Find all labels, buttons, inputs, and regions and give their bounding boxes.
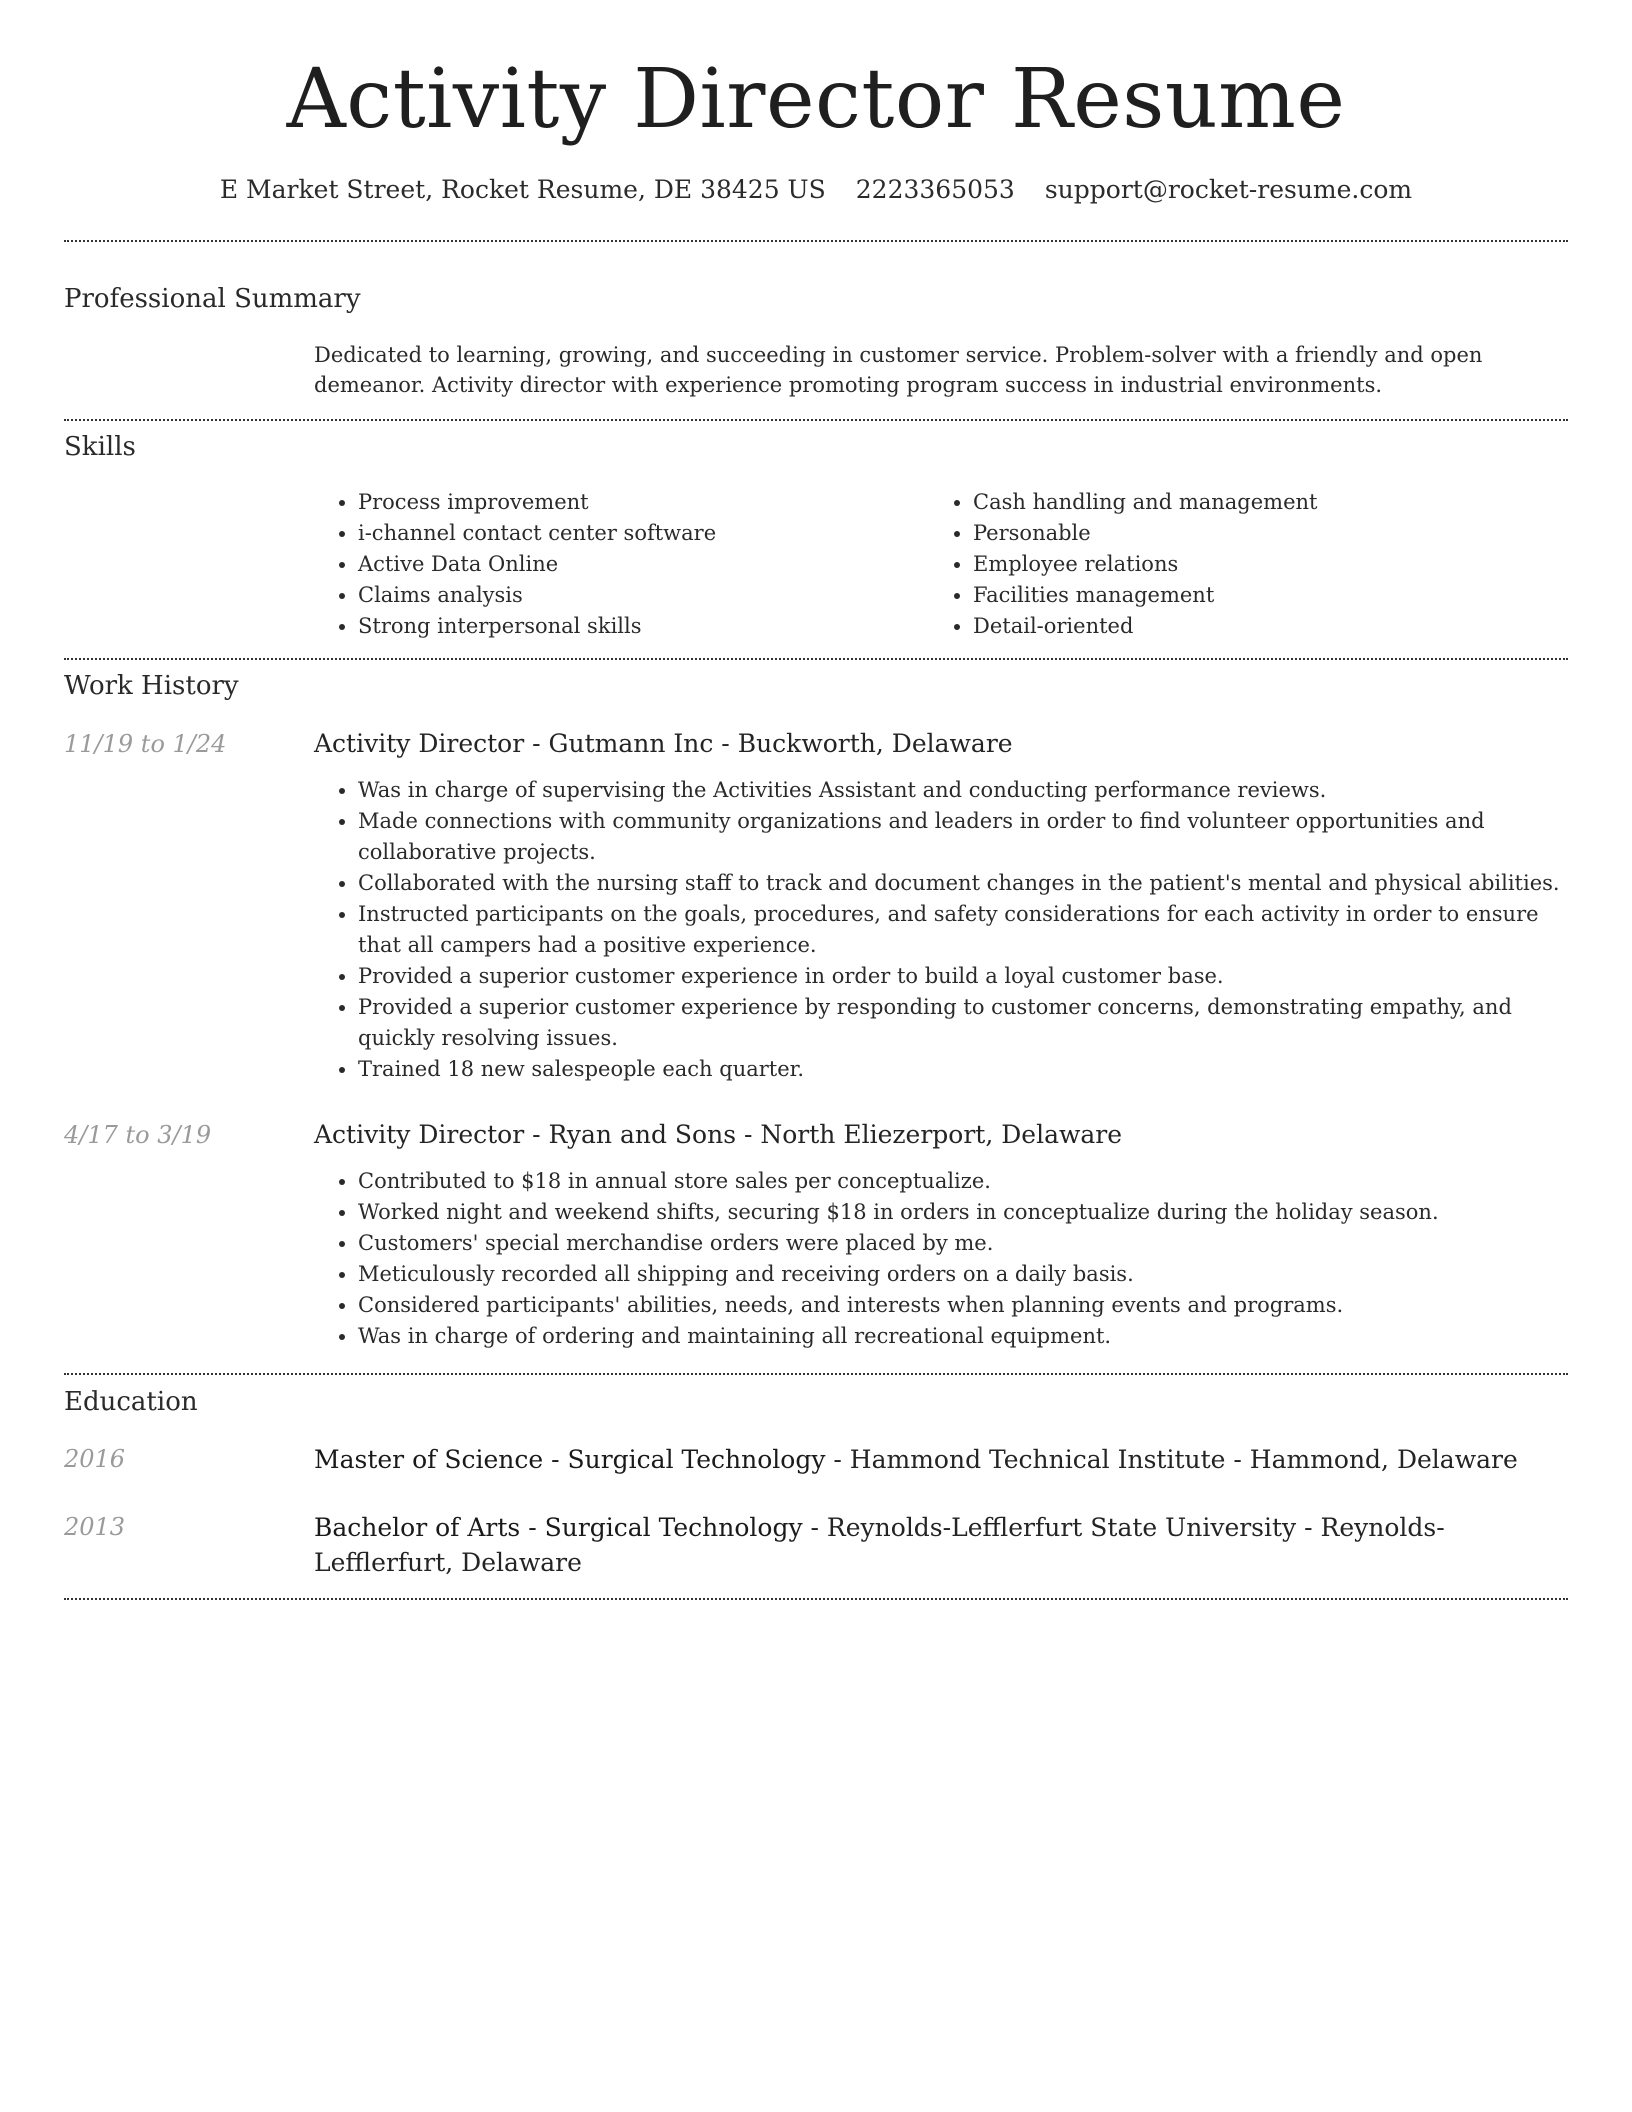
resume-title: Activity Director Resume bbox=[286, 52, 1346, 147]
skill-item: • Detail-oriented bbox=[973, 611, 1544, 642]
education-degree: Master of Science - Surgical Technology bbox=[314, 1445, 826, 1474]
skill-item: • Personable bbox=[973, 518, 1544, 549]
job-bullet: • Collaborated with the nursing staff to track and document changes in the patient's mental and physical abilities. bbox=[358, 868, 1568, 899]
education-degree: Bachelor of Arts - Surgical Technology bbox=[314, 1513, 803, 1542]
job-bullet: • Was in charge of supervising the Activities Assistant and conducting performance reviews. bbox=[358, 775, 1568, 806]
divider bbox=[64, 240, 1568, 242]
summary-text: Dedicated to learning, growing, and succeeding in customer service. Problem-solver with a friendly and open demeanor. Activity director with experience promoting program success in industrial environments. bbox=[314, 343, 1483, 397]
job-bullet: • Instructed participants on the goals, procedures, and safety considerations for each activity in order to ensure that all campers had a positive experience. bbox=[358, 899, 1568, 961]
divider bbox=[64, 1373, 1568, 1375]
skill-item: • Active Data Online bbox=[358, 549, 929, 580]
job-entry bbox=[314, 1118, 1568, 1352]
skill-item: • Employee relations bbox=[973, 549, 1544, 580]
skill-item: • Strong interpersonal skills bbox=[358, 611, 929, 642]
job-bullet: • Was in charge of ordering and maintaining all recreational equipment. bbox=[358, 1321, 1568, 1352]
job-bullet: • Worked night and weekend shifts, securing $18 in orders in conceptualize during the holiday season. bbox=[358, 1197, 1568, 1228]
skill-item: • i-channel contact center software bbox=[358, 518, 929, 549]
skill-item: • Claims analysis bbox=[358, 580, 929, 611]
education-entry bbox=[314, 1442, 1568, 1477]
job-bullet: • Trained 18 new salespeople each quarter. bbox=[358, 1054, 1568, 1085]
contact-address: E Market Street, Rocket Resume, DE 38425 US bbox=[219, 175, 826, 204]
section-title-summary: Professional Summary bbox=[64, 284, 361, 314]
job-bullet: • Customers' special merchandise orders were placed by me. bbox=[358, 1228, 1568, 1259]
job-date: 11/19 to 1/24 bbox=[64, 730, 227, 758]
skill-item: • Process improvement bbox=[358, 487, 929, 518]
divider bbox=[64, 658, 1568, 660]
contact-line bbox=[0, 172, 1632, 208]
education-entry bbox=[314, 1510, 1568, 1580]
skills-list bbox=[314, 487, 1568, 642]
skill-item: • Cash handling and management bbox=[973, 487, 1544, 518]
job-heading: Activity Director - Ryan and Sons - North Eliezerport, Delaware bbox=[314, 1120, 1123, 1149]
education-date: 2016 bbox=[64, 1445, 126, 1473]
section-title-work-history: Work History bbox=[64, 671, 239, 701]
resume-header bbox=[0, 0, 1632, 208]
skill-item: • Facilities management bbox=[973, 580, 1544, 611]
education-date: 2013 bbox=[64, 1513, 126, 1541]
skills-column-right bbox=[929, 487, 1544, 642]
divider bbox=[64, 1598, 1568, 1600]
job-bullet: • Contributed to $18 in annual store sales per conceptualize. bbox=[358, 1166, 1568, 1197]
job-date: 4/17 to 3/19 bbox=[64, 1121, 212, 1149]
contact-email[interactable]: support@rocket-resume.com bbox=[1044, 175, 1413, 204]
section-title-skills: Skills bbox=[64, 432, 136, 462]
divider bbox=[64, 419, 1568, 421]
section-title-education: Education bbox=[64, 1387, 198, 1417]
job-bullet: • Provided a superior customer experience in order to build a loyal customer base. bbox=[358, 961, 1568, 992]
job-bullets bbox=[314, 775, 1568, 1085]
job-bullet: • Made connections with community organizations and leaders in order to find volunteer opportunities and collaborative projects. bbox=[358, 806, 1568, 868]
education-school: - Reynolds-Lefflerfurt State University - Reynolds-Lefflerfurt, Delaware bbox=[314, 1513, 1445, 1577]
job-bullet: • Provided a superior customer experience by responding to customer concerns, demonstrating empathy, and quickly resolving issues. bbox=[358, 992, 1568, 1054]
job-bullet: • Meticulously recorded all shipping and receiving orders on a daily basis. bbox=[358, 1259, 1568, 1290]
job-bullet: • Considered participants' abilities, needs, and interests when planning events and programs. bbox=[358, 1290, 1568, 1321]
job-entry bbox=[314, 727, 1568, 1085]
skills-column-left bbox=[314, 487, 929, 642]
contact-phone: 2223365053 bbox=[855, 175, 1015, 204]
job-heading: Activity Director - Gutmann Inc - Buckworth, Delaware bbox=[314, 729, 1013, 758]
education-school: - Hammond Technical Institute - Hammond, Delaware bbox=[825, 1445, 1518, 1474]
job-bullets bbox=[314, 1166, 1568, 1352]
